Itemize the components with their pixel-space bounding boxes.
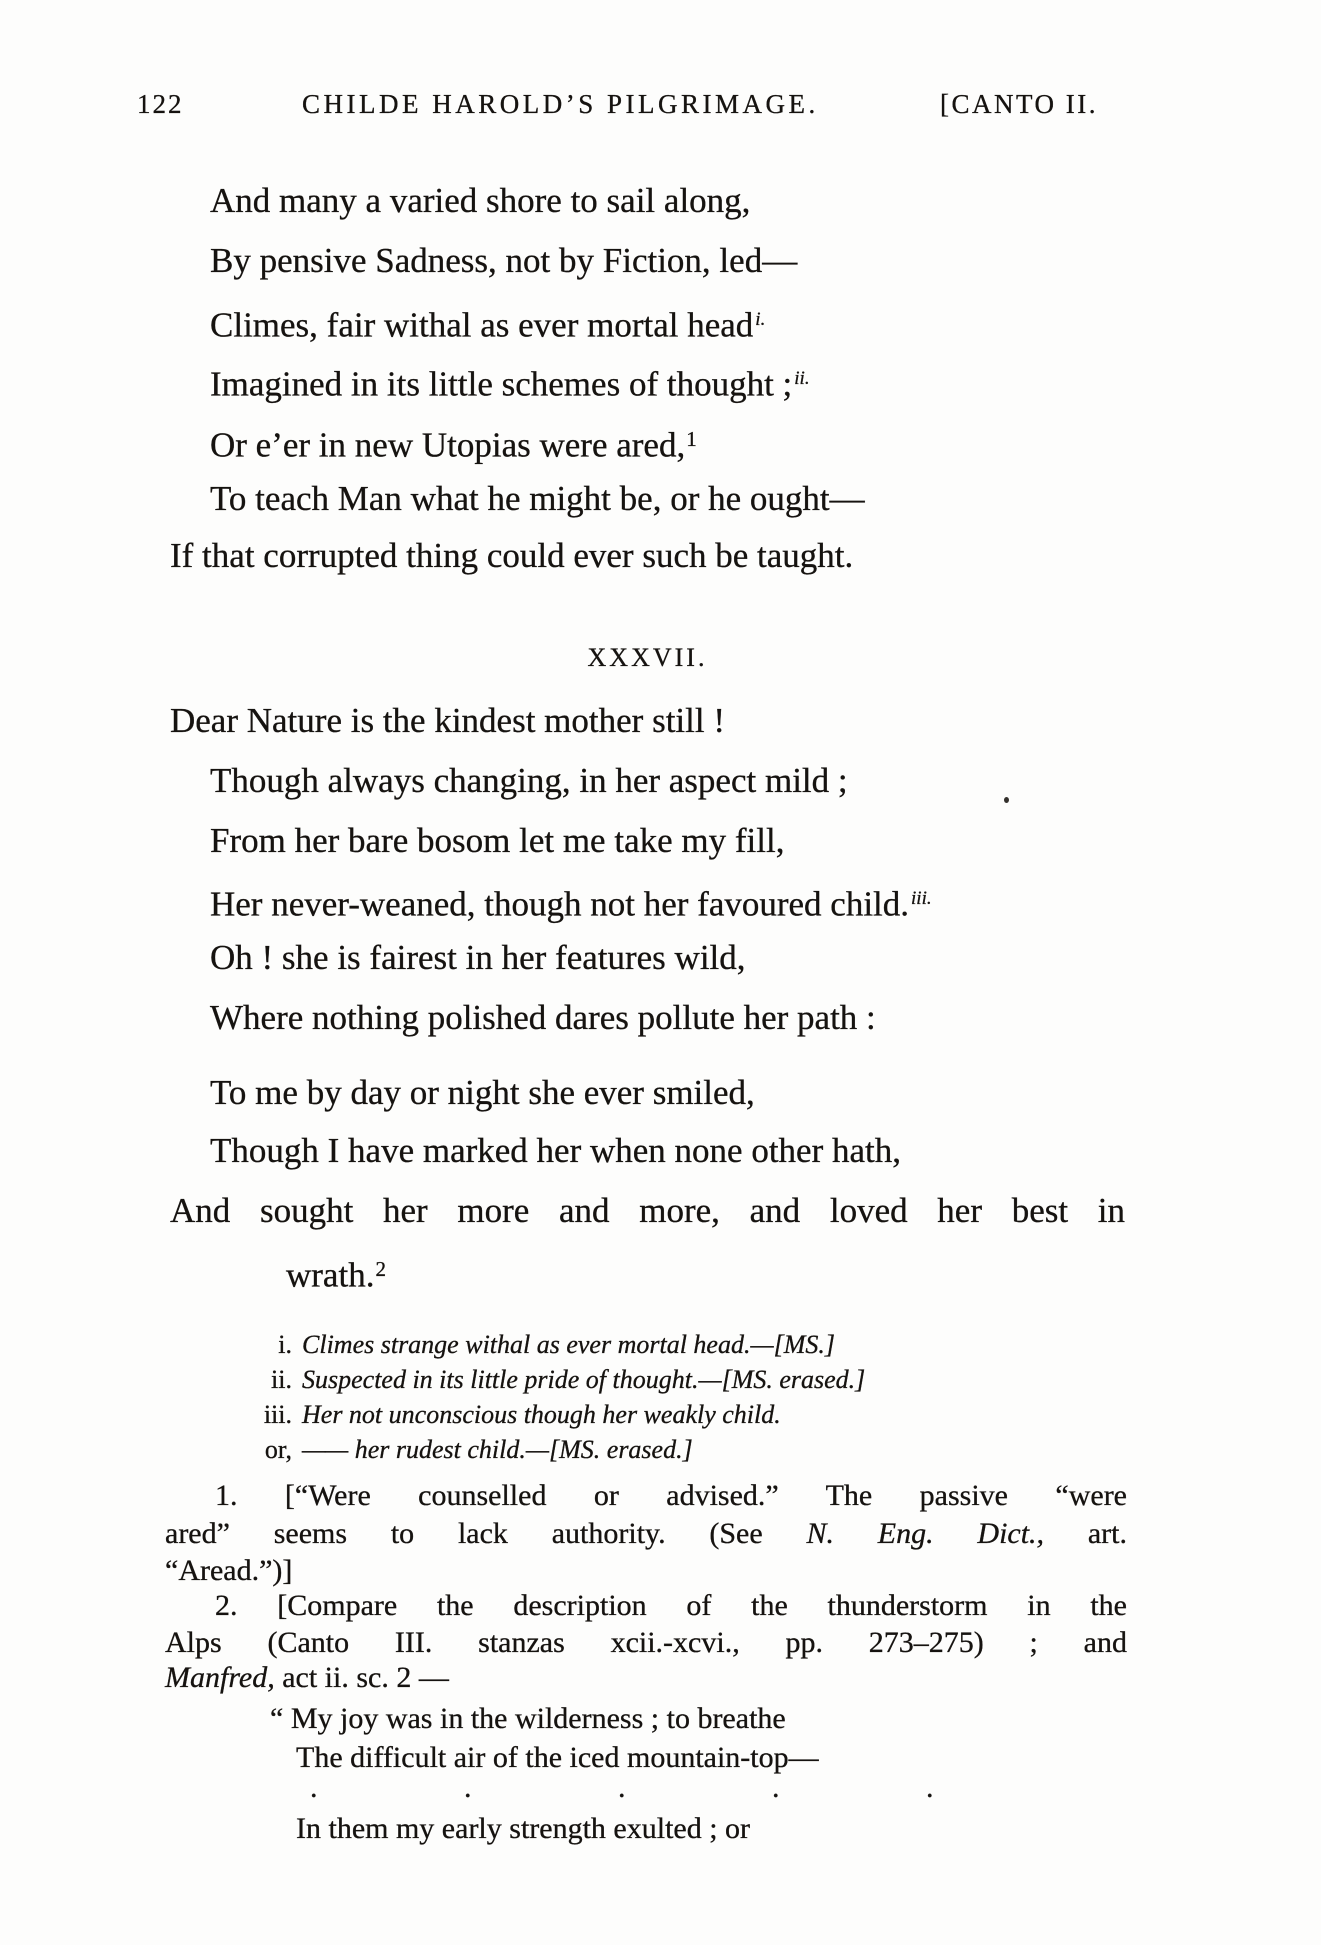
variant-note-ii xyxy=(230,1363,865,1396)
variant-label: i. xyxy=(278,1330,292,1359)
ink-speck xyxy=(1004,797,1009,803)
verse-line-xxxvii-4 xyxy=(210,877,932,925)
footnote-2-line-1 xyxy=(215,1587,1127,1624)
variant-note-or xyxy=(230,1433,693,1466)
quote-line-3 xyxy=(296,1810,750,1847)
verse-line-xxxvii-3 xyxy=(210,820,784,861)
verse-line-xxxvii-9 xyxy=(170,1190,1125,1231)
verse-text: wrath. xyxy=(286,1255,375,1295)
footnote-text: 1. [“Were counselled or advised.” The passive “were xyxy=(215,1479,1127,1512)
variant-ref-ii: ii. xyxy=(794,368,810,389)
verse-text: Where nothing polished dares pollute her path : xyxy=(210,998,876,1037)
quote-text: “ My joy was in the wilderness ; to breathe xyxy=(270,1702,786,1735)
footnote-ref-2: 2 xyxy=(375,1257,386,1281)
footnote-2-line-2 xyxy=(165,1624,1127,1661)
verse-line-xxxvii-5 xyxy=(210,937,746,978)
verse-text: To me by day or night she ever smiled, xyxy=(210,1073,755,1112)
footnote-text: Alps (Canto III. stanzas xcii.-xcvi., pp. 273–275) ; and xyxy=(165,1626,1127,1659)
verse-line-xxxvi-1 xyxy=(210,180,750,221)
variant-note-i xyxy=(230,1328,835,1361)
footnote-text: ared” seems to lack authority. (See xyxy=(165,1517,807,1550)
canto-label: [CANTO II. xyxy=(940,89,1098,119)
variant-text: Suspected in its little pride of thought.—[MS. erased.] xyxy=(302,1365,866,1394)
footnote-text: act ii. sc. 2 — xyxy=(274,1661,449,1694)
page-number: 122 xyxy=(137,89,184,119)
verse-text: To teach Man what he might be, or he ought— xyxy=(210,479,865,518)
verse-line-xxxvii-2 xyxy=(210,760,848,801)
footnote-1-line-1 xyxy=(215,1477,1127,1514)
quote-text: In them my early strength exulted ; or xyxy=(296,1812,751,1845)
ellipsis-dots xyxy=(310,1771,935,1805)
footnote-1-line-3 xyxy=(165,1552,292,1589)
footnote-2-line-3 xyxy=(165,1659,449,1696)
verse-text: Though always changing, in her aspect mild ; xyxy=(210,761,848,800)
variant-text: Her not unconscious though her weakly child. xyxy=(302,1400,781,1429)
verse-line-xxxvii-1 xyxy=(170,700,725,741)
verse-text: Her never-weaned, though not her favoured child. xyxy=(210,884,910,924)
verse-line-xxxvi-3 xyxy=(210,298,765,346)
verse-text: And many a varied shore to sail along, xyxy=(210,181,751,220)
variant-ref-iii: iii. xyxy=(911,888,932,909)
verse-line-xxxvii-10 xyxy=(286,1247,386,1296)
verse-text: If that corrupted thing could ever such be taught. xyxy=(170,536,854,575)
verse-line-xxxvii-7 xyxy=(210,1072,755,1113)
verse-text: And sought her more and more, and loved her best in xyxy=(170,1191,1125,1230)
footnote-ref-1: 1 xyxy=(686,427,697,451)
verse-line-xxxvi-2 xyxy=(210,240,797,281)
variant-label: ii. xyxy=(271,1365,292,1394)
variant-label: or, xyxy=(264,1435,292,1464)
verse-line-xxxvi-5 xyxy=(210,417,697,466)
verse-text: Oh ! she is fairest in her features wild, xyxy=(210,938,746,977)
stanza-number: XXXVII. xyxy=(587,643,708,672)
variant-text: —— her rudest child.—[MS. erased.] xyxy=(302,1435,693,1464)
footnote-text: art. xyxy=(1044,1517,1127,1550)
variant-label: iii. xyxy=(263,1400,292,1429)
verse-line-xxxvi-4 xyxy=(210,357,810,405)
quote-text: The difficult air of the iced mountain-top— xyxy=(296,1741,819,1774)
ellipsis-text: . . . . . xyxy=(310,1771,935,1804)
cited-work-title: N. Eng. Dict., xyxy=(806,1517,1045,1550)
verse-text: By pensive Sadness, not by Fiction, led— xyxy=(210,241,798,280)
footnote-1-line-2 xyxy=(165,1515,1127,1552)
verse-text: Imagined in its little schemes of thought ; xyxy=(210,364,793,404)
variant-ref-i: i. xyxy=(755,309,766,330)
variant-note-iii xyxy=(230,1398,781,1431)
verse-text: Climes, fair withal as ever mortal head xyxy=(210,305,754,345)
verse-text: Or e’er in new Utopias were ared, xyxy=(210,425,686,465)
cited-work-title: Manfred, xyxy=(165,1661,275,1694)
footnote-text: 2. [Compare the description of the thunderstorm in the xyxy=(215,1589,1127,1622)
verse-line-xxxvi-7 xyxy=(170,535,853,576)
quote-line-1 xyxy=(270,1700,786,1737)
verse-line-xxxvi-6 xyxy=(210,478,865,519)
verse-text: Though I have marked her when none other hath, xyxy=(210,1131,902,1170)
verse-text: Dear Nature is the kindest mother still ! xyxy=(170,701,725,740)
variant-text: Climes strange withal as ever mortal head.—[MS.] xyxy=(302,1330,835,1359)
verse-text: From her bare bosom let me take my fill, xyxy=(210,821,785,860)
verse-line-xxxvii-8 xyxy=(210,1130,901,1171)
footnote-text: “Aread.”)] xyxy=(165,1554,293,1587)
verse-line-xxxvii-6 xyxy=(210,997,876,1038)
running-title: CHILDE HAROLD’S PILGRIMAGE. xyxy=(302,89,819,119)
